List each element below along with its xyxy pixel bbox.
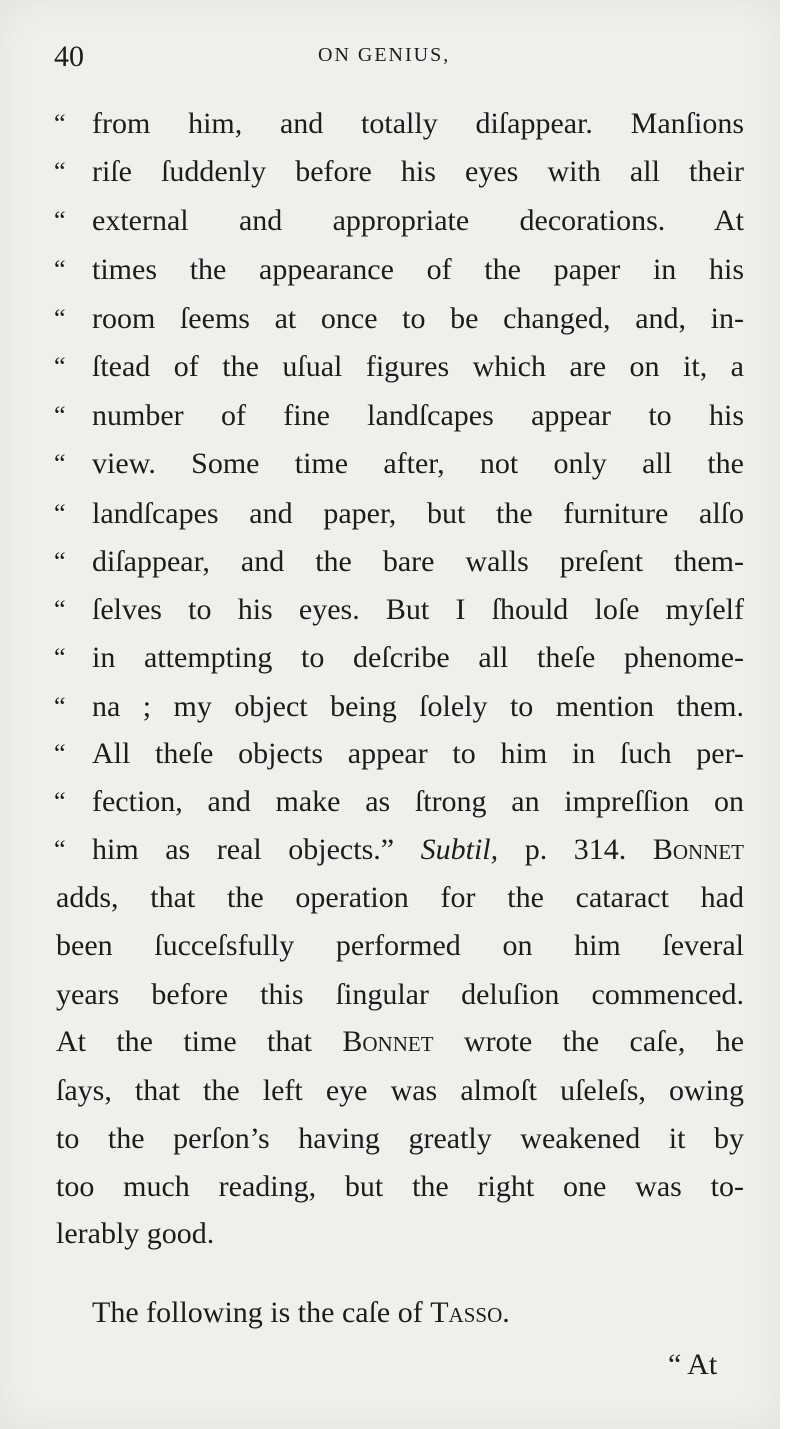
citation-source: Subtil, [420, 833, 499, 866]
quote-mark: “ [54, 352, 66, 381]
line-text: na ; my object being ſolely to mention them. [92, 690, 744, 723]
line-segment: At the time that [56, 1025, 313, 1058]
quote-mark: “ [54, 835, 66, 864]
quote-mark: “ [54, 547, 66, 576]
line-text: times the appearance of the paper in his [92, 253, 744, 286]
line-text: to the perſon’s having greatly weakened it by [56, 1122, 744, 1155]
catchword: “ At [668, 1348, 718, 1381]
quote-mark: “ [54, 787, 66, 816]
quote-mark: “ [54, 206, 66, 235]
page-number: 40 [54, 40, 84, 73]
line-text: landſcapes and paper, but the furniture alſo [92, 497, 744, 530]
line-text: too much reading, but the right one was to- [56, 1170, 744, 1203]
running-head: ON GENIUS, [318, 44, 451, 66]
quote-end-text: him as real objects.” [92, 833, 395, 866]
author-name: Bonnet [342, 1025, 434, 1058]
quote-mark: “ [54, 255, 66, 284]
line-text: All theſe objects appear to him in ſuch per- [92, 737, 744, 770]
line-text: adds, that the operation for the cataract had [56, 881, 744, 914]
line-text: diſappear, and the bare walls preſent them- [92, 545, 744, 578]
quote-mark: “ [54, 449, 66, 478]
quote-mark: “ [54, 499, 66, 528]
line-text: fection, and make as ſtrong an impreſſion on [92, 785, 744, 818]
quote-mark: “ [54, 739, 66, 768]
line-text: riſe ſuddenly before his eyes with all their [92, 155, 744, 188]
line-text [92, 832, 744, 868]
page-edge [780, 0, 800, 1429]
line-text: number of fine landſcapes appear to his [92, 399, 744, 432]
line-text: in attempting to deſcribe all theſe phenome- [92, 641, 744, 674]
line-text: ſelves to his eyes. But I ſhould loſe myſelf [92, 593, 744, 626]
line-text: view. Some time after, not only all the [92, 447, 744, 480]
quote-mark: “ [54, 401, 66, 430]
quote-mark: “ [54, 643, 66, 672]
line-segment: The following is the caſe of [92, 1296, 423, 1329]
quote-mark: “ [54, 157, 66, 186]
quote-mark: “ [54, 595, 66, 624]
line-text: from him, and totally diſappear. Manſions [92, 107, 744, 140]
line-text: years before this ſingular deluſion commenced. [56, 978, 744, 1011]
line-text: ſays, that the left eye was almoſt uſeleſs, owing [56, 1074, 744, 1107]
line-text [92, 1295, 744, 1331]
line-segment: wrote the caſe, he [463, 1025, 745, 1058]
line-text: external and appropriate decorations. At [92, 204, 744, 237]
line-text: ſtead of the uſual figures which are on it, a [92, 350, 744, 383]
line-text [56, 1024, 744, 1060]
author-name: Tasso. [430, 1296, 510, 1329]
citation-page: p. 314. [524, 833, 627, 866]
quote-mark: “ [54, 692, 66, 721]
quote-mark: “ [54, 109, 66, 138]
author-name: Bonnet [652, 833, 745, 866]
line-text: room ſeems at once to be changed, and, in- [92, 302, 744, 335]
quote-mark: “ [54, 304, 66, 333]
line-text: lerably good. [56, 1217, 215, 1250]
line-text: been ſucceſsfully performed on him ſeveral [56, 929, 744, 962]
